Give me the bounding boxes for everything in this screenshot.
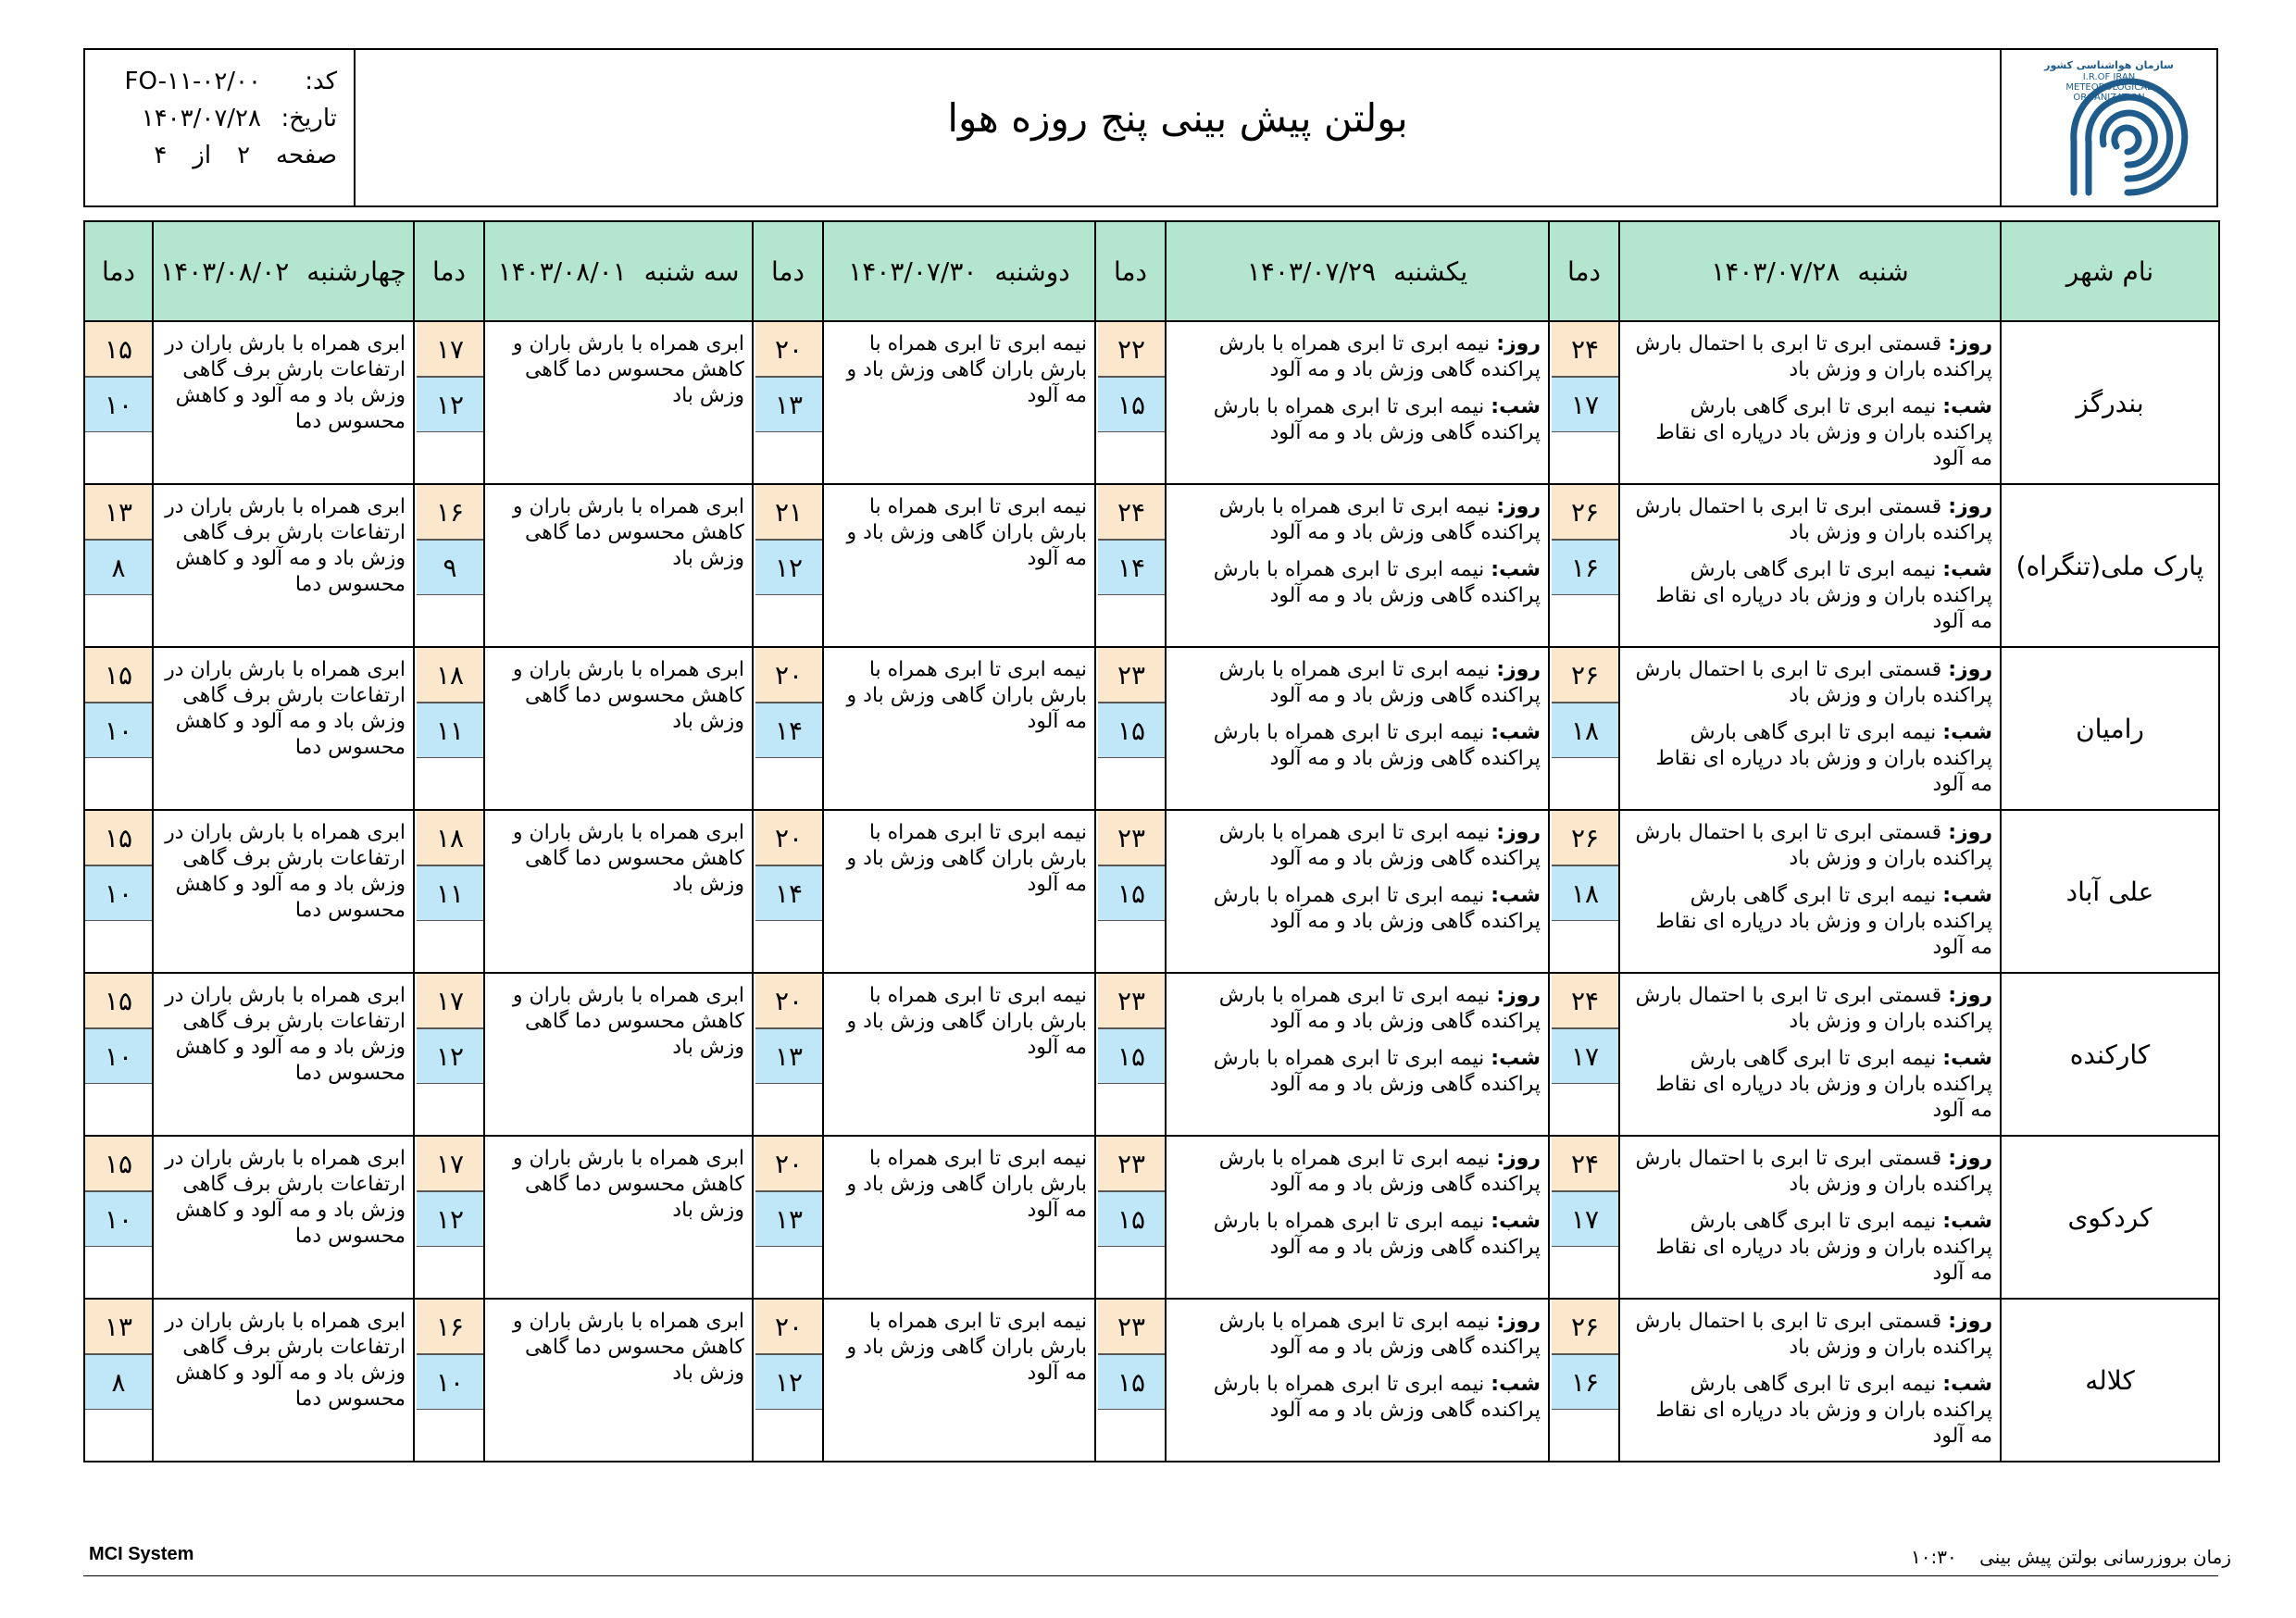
temp-min: ۱۵ (1098, 1028, 1165, 1084)
temp-min: ۱۰ (85, 865, 152, 921)
page-row (109, 137, 337, 174)
city-column-header: نام شهر (2001, 221, 2219, 321)
temp-header-1: دما (1549, 221, 1619, 321)
temp-cell (1095, 973, 1166, 1136)
table-row (84, 647, 2219, 810)
temp-max: ۲۶ (1552, 1300, 1618, 1354)
day-3-header: دوشنبه ۱۴۰۳/۰۷/۳۰ (823, 221, 1095, 321)
temp-max: ۱۶ (417, 485, 483, 540)
temp-max: ۱۵ (85, 974, 152, 1028)
forecast-cell-day5: ابری همراه با بارش باران در ارتفاعات بارش برف گاهی وزش باد و مه آلود و کاهش محسوس دما (153, 1299, 414, 1462)
temp-min: ۱۳ (755, 1191, 822, 1247)
temp-max: ۲۳ (1098, 811, 1165, 865)
temp-cell (753, 484, 823, 647)
city-name: بندرگز (2001, 321, 2219, 484)
temp-min: ۱۰ (85, 1028, 152, 1084)
date-value: ۱۴۰۳/۰۷/۲۸ (141, 105, 261, 132)
city-name: کارکنده (2001, 973, 2219, 1136)
temp-min: ۱۵ (1098, 865, 1165, 921)
forecast-cell-day1: روز: قسمتی ابری تا ابری با احتمال بارش پراکنده باران و وزش باد شب: نیمه ابری تا ابری گاهی بارش پراکنده باران و وزش باد درپاره ای نقاط مه آلود (1619, 321, 2001, 484)
table-row (84, 973, 2219, 1136)
footer-divider (83, 1575, 2218, 1576)
table-row (84, 1299, 2219, 1462)
temp-min: ۱۵ (1098, 377, 1165, 432)
forecast-cell-day5: ابری همراه با بارش باران در ارتفاعات بارش برف گاهی وزش باد و مه آلود و کاهش محسوس دما (153, 973, 414, 1136)
svg-text:ORGANIZATION: ORGANIZATION (2073, 93, 2145, 103)
temp-min: ۱۲ (755, 1354, 822, 1410)
page-number: ۲ (237, 142, 251, 169)
city-name: پارک ملی(تنگراه) (2001, 484, 2219, 647)
temp-cell (1549, 484, 1619, 647)
page-label: صفحه (276, 142, 337, 169)
temp-min: ۸ (85, 1354, 152, 1410)
date-row (109, 100, 337, 137)
temp-max: ۲۰ (755, 648, 822, 703)
temp-cell (1095, 1136, 1166, 1299)
temp-max: ۱۷ (417, 1137, 483, 1191)
forecast-cell-day1: روز: قسمتی ابری تا ابری با احتمال بارش پراکنده باران و وزش باد شب: نیمه ابری تا ابری گاهی بارش پراکنده باران و وزش باد درپاره ای نقاط مه آلود (1619, 1299, 2001, 1462)
table-row (84, 321, 2219, 484)
temp-max: ۱۶ (417, 1300, 483, 1354)
forecast-cell-day4: ابری همراه با بارش باران و کاهش محسوس دما گاهی وزش باد (484, 1136, 753, 1299)
temp-min: ۱۰ (85, 1191, 152, 1247)
temp-cell (1095, 321, 1166, 484)
temp-cell (1095, 647, 1166, 810)
forecast-cell-day5: ابری همراه با بارش باران در ارتفاعات بارش برف گاهی وزش باد و مه آلود و کاهش محسوس دما (153, 647, 414, 810)
temp-cell (1095, 810, 1166, 973)
temp-max: ۲۰ (755, 1137, 822, 1191)
temp-min: ۱۸ (1552, 865, 1618, 921)
temp-max: ۲۳ (1098, 1300, 1165, 1354)
temp-min: ۱۲ (755, 540, 822, 595)
temp-max: ۲۴ (1552, 322, 1618, 377)
temp-max: ۲۴ (1552, 974, 1618, 1028)
forecast-cell-day3: نیمه ابری تا ابری همراه با بارش باران گاهی وزش باد و مه آلود (823, 647, 1095, 810)
forecast-cell-day2: روز: نیمه ابری تا ابری همراه با بارش پراکنده گاهی وزش باد و مه آلود شب: نیمه ابری تا ابری همراه با بارش پراکنده گاهی وزش باد و مه آلود (1166, 647, 1549, 810)
temp-cell (84, 647, 153, 810)
temp-max: ۲۳ (1098, 648, 1165, 703)
temp-max: ۲۴ (1098, 485, 1165, 540)
temp-cell (414, 973, 484, 1136)
forecast-cell-day4: ابری همراه با بارش باران و کاهش محسوس دما گاهی وزش باد (484, 810, 753, 973)
forecast-cell-day3: نیمه ابری تا ابری همراه با بارش باران گاهی وزش باد و مه آلود (823, 321, 1095, 484)
page-total: ۴ (154, 142, 168, 169)
temp-min: ۱۲ (417, 377, 483, 432)
temp-max: ۱۷ (417, 974, 483, 1028)
temp-min: ۱۰ (85, 703, 152, 758)
temp-cell (414, 1136, 484, 1299)
temp-cell (1549, 1136, 1619, 1299)
day-5-header: چهارشنبه ۱۴۰۳/۰۸/۰۲ (153, 221, 414, 321)
temp-cell (753, 647, 823, 810)
temp-max: ۱۵ (85, 322, 152, 377)
temp-cell (84, 484, 153, 647)
temp-min: ۱۴ (755, 865, 822, 921)
temp-cell (84, 973, 153, 1136)
temp-max: ۲۴ (1552, 1137, 1618, 1191)
table-row (84, 484, 2219, 647)
table-row (84, 1136, 2219, 1299)
svg-text:سازمان هواشناسی کشور: سازمان هواشناسی کشور (2044, 59, 2174, 71)
temp-min: ۹ (417, 540, 483, 595)
temp-min: ۱۱ (417, 703, 483, 758)
city-name: علی آباد (2001, 810, 2219, 973)
forecast-cell-day3: نیمه ابری تا ابری همراه با بارش باران گاهی وزش باد و مه آلود (823, 810, 1095, 973)
forecast-cell-day2: روز: نیمه ابری تا ابری همراه با بارش پراکنده گاهی وزش باد و مه آلود شب: نیمه ابری تا ابری همراه با بارش پراکنده گاهی وزش باد و مه آلود (1166, 810, 1549, 973)
forecast-cell-day1: روز: قسمتی ابری تا ابری با احتمال بارش پراکنده باران و وزش باد شب: نیمه ابری تا ابری گاهی بارش پراکنده باران و وزش باد درپاره ای نقاط مه آلود (1619, 647, 2001, 810)
document-meta (85, 50, 356, 205)
temp-cell (84, 810, 153, 973)
temp-cell (84, 321, 153, 484)
temp-min: ۱۷ (1552, 377, 1618, 432)
temp-min: ۱۶ (1552, 1354, 1618, 1410)
temp-min: ۱۵ (1098, 703, 1165, 758)
update-time: ۱۰:۳۰ (1911, 1546, 1957, 1568)
temp-min: ۱۳ (755, 1028, 822, 1084)
temp-max: ۲۱ (755, 485, 822, 540)
temp-cell (414, 321, 484, 484)
forecast-cell-day5: ابری همراه با بارش باران در ارتفاعات بارش برف گاهی وزش باد و مه آلود و کاهش محسوس دما (153, 484, 414, 647)
temp-max: ۲۰ (755, 1300, 822, 1354)
temp-cell (753, 810, 823, 973)
temp-min: ۱۰ (417, 1354, 483, 1410)
forecast-cell-day3: نیمه ابری تا ابری همراه با بارش باران گاهی وزش باد و مه آلود (823, 1299, 1095, 1462)
temp-min: ۱۰ (85, 377, 152, 432)
svg-text:I.R.OF IRAN: I.R.OF IRAN (2082, 72, 2136, 82)
forecast-cell-day5: ابری همراه با بارش باران در ارتفاعات بارش برف گاهی وزش باد و مه آلود و کاهش محسوس دما (153, 810, 414, 973)
temp-cell (1549, 321, 1619, 484)
temp-min: ۱۸ (1552, 703, 1618, 758)
forecast-cell-day4: ابری همراه با بارش باران و کاهش محسوس دما گاهی وزش باد (484, 647, 753, 810)
temp-max: ۱۵ (85, 648, 152, 703)
forecast-cell-day4: ابری همراه با بارش باران و کاهش محسوس دما گاهی وزش باد (484, 321, 753, 484)
forecast-cell-day2: روز: نیمه ابری تا ابری همراه با بارش پراکنده گاهی وزش باد و مه آلود شب: نیمه ابری تا ابری همراه با بارش پراکنده گاهی وزش باد و مه آلود (1166, 1136, 1549, 1299)
code-value: FO-۱۱-۰۲/۰۰ (124, 68, 261, 95)
page-title: بولتن پیش بینی پنج روزه هوا (947, 94, 1408, 141)
day-2-header: یکشنبه ۱۴۰۳/۰۷/۲۹ (1166, 221, 1549, 321)
forecast-cell-day1: روز: قسمتی ابری تا ابری با احتمال بارش پراکنده باران و وزش باد شب: نیمه ابری تا ابری گاهی بارش پراکنده باران و وزش باد درپاره ای نقاط مه آلود (1619, 484, 2001, 647)
temp-cell (414, 810, 484, 973)
temp-min: ۱۲ (417, 1028, 483, 1084)
spiral-logo-icon (2016, 54, 2202, 202)
temp-max: ۲۶ (1552, 485, 1618, 540)
code-row (109, 63, 337, 100)
temp-max: ۲۳ (1098, 974, 1165, 1028)
temp-max: ۲۰ (755, 322, 822, 377)
temp-max: ۲۶ (1552, 648, 1618, 703)
forecast-cell-day2: روز: نیمه ابری تا ابری همراه با بارش پراکنده گاهی وزش باد و مه آلود شب: نیمه ابری تا ابری همراه با بارش پراکنده گاهی وزش باد و مه آلود (1166, 321, 1549, 484)
svg-text:METEOROLOGICAL: METEOROLOGICAL (2065, 82, 2152, 93)
temp-cell (414, 1299, 484, 1462)
city-name: کلاله (2001, 1299, 2219, 1462)
forecast-cell-day5: ابری همراه با بارش باران در ارتفاعات بارش برف گاهی وزش باد و مه آلود و کاهش محسوس دما (153, 1136, 414, 1299)
temp-min: ۱۵ (1098, 1191, 1165, 1247)
forecast-cell-day5: ابری همراه با بارش باران در ارتفاعات بارش برف گاهی وزش باد و مه آلود و کاهش محسوس دما (153, 321, 414, 484)
day-4-header: سه شنبه ۱۴۰۳/۰۸/۰۱ (484, 221, 753, 321)
temp-min: ۱۲ (417, 1191, 483, 1247)
system-name: MCI System (89, 1544, 194, 1564)
forecast-cell-day4: ابری همراه با بارش باران و کاهش محسوس دما گاهی وزش باد (484, 484, 753, 647)
temp-cell (84, 1299, 153, 1462)
temp-cell (1549, 810, 1619, 973)
temp-cell (753, 1136, 823, 1299)
temp-cell (1549, 1299, 1619, 1462)
forecast-cell-day1: روز: قسمتی ابری تا ابری با احتمال بارش پراکنده باران و وزش باد شب: نیمه ابری تا ابری گاهی بارش پراکنده باران و وزش باد درپاره ای نقاط مه آلود (1619, 973, 2001, 1136)
temp-max: ۱۵ (85, 811, 152, 865)
temp-header-4: دما (414, 221, 484, 321)
page-of-label: از (193, 142, 212, 169)
forecast-cell-day2: روز: نیمه ابری تا ابری همراه با بارش پراکنده گاهی وزش باد و مه آلود شب: نیمه ابری تا ابری همراه با بارش پراکنده گاهی وزش باد و مه آلود (1166, 1299, 1549, 1462)
date-label: تاریخ: (281, 105, 337, 132)
temp-cell (1549, 647, 1619, 810)
temp-max: ۲۰ (755, 974, 822, 1028)
temp-cell (1095, 484, 1166, 647)
forecast-cell-day4: ابری همراه با بارش باران و کاهش محسوس دما گاهی وزش باد (484, 973, 753, 1136)
temp-header-5: دما (84, 221, 153, 321)
temp-max: ۱۵ (85, 1137, 152, 1191)
temp-min: ۱۵ (1098, 1354, 1165, 1410)
forecast-cell-day3: نیمه ابری تا ابری همراه با بارش باران گاهی وزش باد و مه آلود (823, 1136, 1095, 1299)
forecast-cell-day2: روز: نیمه ابری تا ابری همراه با بارش پراکنده گاهی وزش باد و مه آلود شب: نیمه ابری تا ابری همراه با بارش پراکنده گاهی وزش باد و مه آلود (1166, 484, 1549, 647)
temp-max: ۱۳ (85, 485, 152, 540)
temp-min: ۸ (85, 540, 152, 595)
temp-min: ۱۴ (755, 703, 822, 758)
temp-max: ۱۳ (85, 1300, 152, 1354)
forecast-table (83, 220, 2220, 1462)
code-label: کد: (305, 68, 337, 95)
bulletin-header (83, 48, 2218, 207)
temp-cell (753, 1299, 823, 1462)
day-1-header: شنبه ۱۴۰۳/۰۷/۲۸ (1619, 221, 2001, 321)
temp-min: ۱۴ (1098, 540, 1165, 595)
update-label: زمان بروزرسانی بولتن پیش بینی (1979, 1546, 2231, 1568)
temp-min: ۱۷ (1552, 1028, 1618, 1084)
forecast-cell-day3: نیمه ابری تا ابری همراه با بارش باران گاهی وزش باد و مه آلود (823, 973, 1095, 1136)
temp-min: ۱۱ (417, 865, 483, 921)
temp-cell (84, 1136, 153, 1299)
update-info (1911, 1546, 2231, 1568)
temp-header-3: دما (753, 221, 823, 321)
temp-max: ۱۷ (417, 322, 483, 377)
temp-cell (1549, 973, 1619, 1136)
temp-max: ۱۸ (417, 811, 483, 865)
temp-cell (414, 484, 484, 647)
forecast-cell-day1: روز: قسمتی ابری تا ابری با احتمال بارش پراکنده باران و وزش باد شب: نیمه ابری تا ابری گاهی بارش پراکنده باران و وزش باد درپاره ای نقاط مه آلود (1619, 1136, 2001, 1299)
temp-cell (1095, 1299, 1166, 1462)
temp-min: ۱۶ (1552, 540, 1618, 595)
forecast-cell-day2: روز: نیمه ابری تا ابری همراه با بارش پراکنده گاهی وزش باد و مه آلود شب: نیمه ابری تا ابری همراه با بارش پراکنده گاهی وزش باد و مه آلود (1166, 973, 1549, 1136)
forecast-cell-day1: روز: قسمتی ابری تا ابری با احتمال بارش پراکنده باران و وزش باد شب: نیمه ابری تا ابری گاهی بارش پراکنده باران و وزش باد درپاره ای نقاط مه آلود (1619, 810, 2001, 973)
temp-header-2: دما (1095, 221, 1166, 321)
temp-max: ۲۶ (1552, 811, 1618, 865)
forecast-cell-day4: ابری همراه با بارش باران و کاهش محسوس دما گاهی وزش باد (484, 1299, 753, 1462)
forecast-cell-day3: نیمه ابری تا ابری همراه با بارش باران گاهی وزش باد و مه آلود (823, 484, 1095, 647)
temp-max: ۲۰ (755, 811, 822, 865)
temp-min: ۱۳ (755, 377, 822, 432)
temp-max: ۲۳ (1098, 1137, 1165, 1191)
organization-logo (2000, 50, 2216, 205)
temp-min: ۱۷ (1552, 1191, 1618, 1247)
city-name: رامیان (2001, 647, 2219, 810)
temp-max: ۱۸ (417, 648, 483, 703)
temp-cell (753, 321, 823, 484)
table-row (84, 810, 2219, 973)
temp-cell (753, 973, 823, 1136)
temp-cell (414, 647, 484, 810)
city-name: کردکوی (2001, 1136, 2219, 1299)
table-header-row (84, 221, 2219, 321)
temp-max: ۲۲ (1098, 322, 1165, 377)
